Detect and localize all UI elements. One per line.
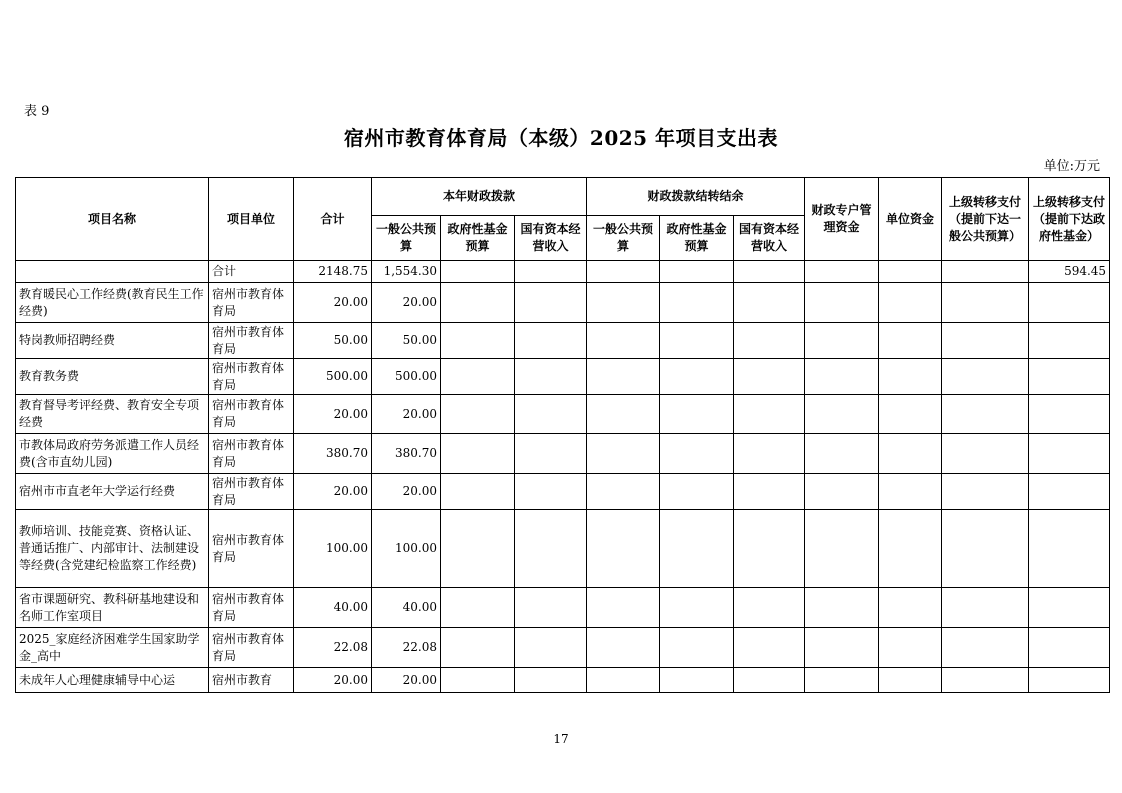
empty-cell — [805, 510, 879, 588]
empty-cell — [942, 434, 1029, 474]
empty-cell — [1029, 628, 1110, 668]
total-row-general: 1,554.30 — [372, 261, 441, 283]
row-total: 40.00 — [294, 588, 372, 628]
empty-cell — [587, 359, 660, 395]
empty-cell — [734, 628, 805, 668]
empty-cell — [515, 323, 587, 359]
header-project-unit: 项目单位 — [209, 178, 294, 261]
empty-cell — [660, 474, 734, 510]
empty-cell — [441, 668, 515, 693]
row-project-unit: 宿州市教育体育局 — [209, 359, 294, 395]
table-row — [16, 474, 1110, 510]
table-row — [16, 668, 1110, 693]
empty-cell — [879, 510, 942, 588]
empty-cell — [1029, 510, 1110, 588]
page-number: 17 — [553, 732, 569, 746]
table-number: 表 9 — [24, 104, 50, 119]
empty-cell — [441, 628, 515, 668]
subheader-fund-budget: 政府性基金预算 — [441, 216, 515, 261]
empty-cell — [587, 668, 660, 693]
row-general: 40.00 — [372, 588, 441, 628]
table-row — [16, 434, 1110, 474]
table-row — [16, 588, 1110, 628]
row-project-unit: 宿州市教育体育局 — [209, 510, 294, 588]
empty-cell — [515, 283, 587, 323]
row-general: 20.00 — [372, 395, 441, 434]
header-own-funds: 单位资金 — [879, 178, 942, 261]
empty-cell — [879, 283, 942, 323]
empty-cell — [587, 261, 660, 283]
empty-cell — [942, 395, 1029, 434]
table-row — [16, 395, 1110, 434]
header-project-name: 项目名称 — [16, 178, 209, 261]
empty-cell — [441, 283, 515, 323]
empty-cell — [734, 668, 805, 693]
table-row — [16, 510, 1110, 588]
empty-cell — [942, 323, 1029, 359]
empty-cell — [660, 323, 734, 359]
row-total: 380.70 — [294, 434, 372, 474]
total-row-transfer-fund: 594.45 — [1029, 261, 1110, 283]
row-project-name: 市教体局政府劳务派遣工作人员经费(含市直幼儿园) — [16, 434, 209, 474]
empty-cell — [734, 323, 805, 359]
empty-cell — [805, 283, 879, 323]
empty-cell — [1029, 395, 1110, 434]
header-total: 合计 — [294, 178, 372, 261]
empty-cell — [515, 668, 587, 693]
row-general: 22.08 — [372, 628, 441, 668]
empty-cell — [805, 668, 879, 693]
empty-cell — [734, 359, 805, 395]
row-project-unit: 宿州市教育体育局 — [209, 323, 294, 359]
empty-cell — [515, 628, 587, 668]
empty-cell — [515, 474, 587, 510]
empty-cell — [587, 283, 660, 323]
empty-cell — [942, 359, 1029, 395]
empty-cell — [805, 474, 879, 510]
empty-cell — [441, 474, 515, 510]
row-project-unit: 宿州市教育体育局 — [209, 283, 294, 323]
empty-cell — [879, 359, 942, 395]
table-row — [16, 323, 1110, 359]
empty-cell — [587, 474, 660, 510]
row-total: 22.08 — [294, 628, 372, 668]
empty-cell — [734, 474, 805, 510]
subheader-carry-fund-budget: 政府性基金预算 — [660, 216, 734, 261]
empty-cell — [879, 668, 942, 693]
empty-cell — [734, 283, 805, 323]
table-row — [16, 628, 1110, 668]
row-total: 20.00 — [294, 283, 372, 323]
empty-cell — [587, 510, 660, 588]
empty-cell — [879, 395, 942, 434]
empty-cell — [441, 395, 515, 434]
empty-cell — [1029, 668, 1110, 693]
empty-cell — [879, 474, 942, 510]
row-general: 500.00 — [372, 359, 441, 395]
empty-cell — [734, 434, 805, 474]
empty-cell — [660, 395, 734, 434]
empty-cell — [515, 395, 587, 434]
row-total: 100.00 — [294, 510, 372, 588]
empty-cell — [805, 395, 879, 434]
empty-cell — [587, 434, 660, 474]
empty-cell — [515, 588, 587, 628]
page-title: 宿州市教育体育局（本级）2025 年项目支出表 — [343, 126, 779, 150]
subheader-carry-state-capital: 国有资本经营收入 — [734, 216, 805, 261]
empty-cell — [515, 434, 587, 474]
empty-cell — [515, 261, 587, 283]
empty-cell — [441, 323, 515, 359]
empty-cell — [660, 668, 734, 693]
empty-cell — [734, 261, 805, 283]
empty-cell — [441, 261, 515, 283]
row-project-unit: 宿州市教育体育局 — [209, 395, 294, 434]
row-general: 20.00 — [372, 283, 441, 323]
empty-cell — [660, 510, 734, 588]
row-project-unit: 宿州市教育体育局 — [209, 588, 294, 628]
row-project-name: 2025_家庭经济困难学生国家助学金_高中 — [16, 628, 209, 668]
header-special-account: 财政专户管理资金 — [805, 178, 879, 261]
row-project-name: 教育督导考评经费、教育安全专项经费 — [16, 395, 209, 434]
row-general: 50.00 — [372, 323, 441, 359]
empty-cell — [587, 323, 660, 359]
empty-cell — [942, 668, 1029, 693]
empty-cell — [879, 588, 942, 628]
empty-cell — [1029, 359, 1110, 395]
row-project-unit: 宿州市教育体育局 — [209, 628, 294, 668]
empty-cell — [441, 434, 515, 474]
subheader-general-budget: 一般公共预算 — [372, 216, 441, 261]
empty-cell — [587, 628, 660, 668]
empty-cell — [942, 510, 1029, 588]
empty-cell — [879, 323, 942, 359]
empty-cell — [660, 588, 734, 628]
row-general: 100.00 — [372, 510, 441, 588]
empty-cell — [660, 359, 734, 395]
row-total: 20.00 — [294, 668, 372, 693]
empty-cell — [805, 261, 879, 283]
header-transfer-fund: 上级转移支付（提前下达政府性基金） — [1029, 178, 1110, 261]
row-total: 20.00 — [294, 395, 372, 434]
empty-cell — [942, 261, 1029, 283]
empty-cell — [734, 395, 805, 434]
total-row — [16, 261, 1110, 283]
row-total: 50.00 — [294, 323, 372, 359]
table-row — [16, 283, 1110, 323]
header-transfer-general: 上级转移支付（提前下达一般公共预算） — [942, 178, 1029, 261]
subheader-state-capital: 国有资本经营收入 — [515, 216, 587, 261]
empty-cell — [441, 510, 515, 588]
table-row — [16, 359, 1110, 395]
row-general: 20.00 — [372, 668, 441, 693]
empty-cell — [587, 588, 660, 628]
total-row-name — [16, 261, 209, 283]
empty-cell — [734, 588, 805, 628]
empty-cell — [805, 628, 879, 668]
row-total: 500.00 — [294, 359, 372, 395]
empty-cell — [879, 434, 942, 474]
empty-cell — [942, 588, 1029, 628]
row-general: 20.00 — [372, 474, 441, 510]
empty-cell — [805, 323, 879, 359]
empty-cell — [1029, 434, 1110, 474]
header-carryover: 财政拨款结转结余 — [587, 178, 805, 216]
empty-cell — [515, 510, 587, 588]
row-project-name: 特岗教师招聘经费 — [16, 323, 209, 359]
total-row-total: 2148.75 — [294, 261, 372, 283]
row-project-unit: 宿州市教育体育局 — [209, 434, 294, 474]
empty-cell — [1029, 283, 1110, 323]
row-project-name: 教育教务费 — [16, 359, 209, 395]
row-total: 20.00 — [294, 474, 372, 510]
empty-cell — [660, 434, 734, 474]
unit-label: 单位:万元 — [1043, 159, 1100, 174]
row-project-name: 教育暖民心工作经费(教育民生工作经费) — [16, 283, 209, 323]
empty-cell — [879, 261, 942, 283]
empty-cell — [587, 395, 660, 434]
row-project-name: 省市课题研究、教科研基地建设和名师工作室项目 — [16, 588, 209, 628]
row-project-unit: 宿州市教育 — [209, 668, 294, 693]
header-current-appropriation: 本年财政拨款 — [372, 178, 587, 216]
project-expenditure-table — [15, 177, 1110, 693]
empty-cell — [942, 474, 1029, 510]
subheader-carry-general-budget: 一般公共预算 — [587, 216, 660, 261]
empty-cell — [441, 588, 515, 628]
empty-cell — [1029, 588, 1110, 628]
empty-cell — [1029, 474, 1110, 510]
empty-cell — [660, 283, 734, 323]
empty-cell — [734, 510, 805, 588]
empty-cell — [942, 628, 1029, 668]
empty-cell — [942, 283, 1029, 323]
empty-cell — [805, 588, 879, 628]
empty-cell — [515, 359, 587, 395]
empty-cell — [805, 359, 879, 395]
row-project-name: 教师培训、技能竞赛、资格认证、普通话推广、内部审计、法制建设等经费(含党建纪检监察工作经费) — [16, 510, 209, 588]
row-project-unit: 宿州市教育体育局 — [209, 474, 294, 510]
empty-cell — [879, 628, 942, 668]
row-project-name: 宿州市市直老年大学运行经费 — [16, 474, 209, 510]
empty-cell — [441, 359, 515, 395]
empty-cell — [1029, 323, 1110, 359]
empty-cell — [660, 261, 734, 283]
total-row-label: 合计 — [209, 261, 294, 283]
row-project-name: 未成年人心理健康辅导中心运 — [16, 668, 209, 693]
row-general: 380.70 — [372, 434, 441, 474]
empty-cell — [660, 628, 734, 668]
empty-cell — [805, 434, 879, 474]
